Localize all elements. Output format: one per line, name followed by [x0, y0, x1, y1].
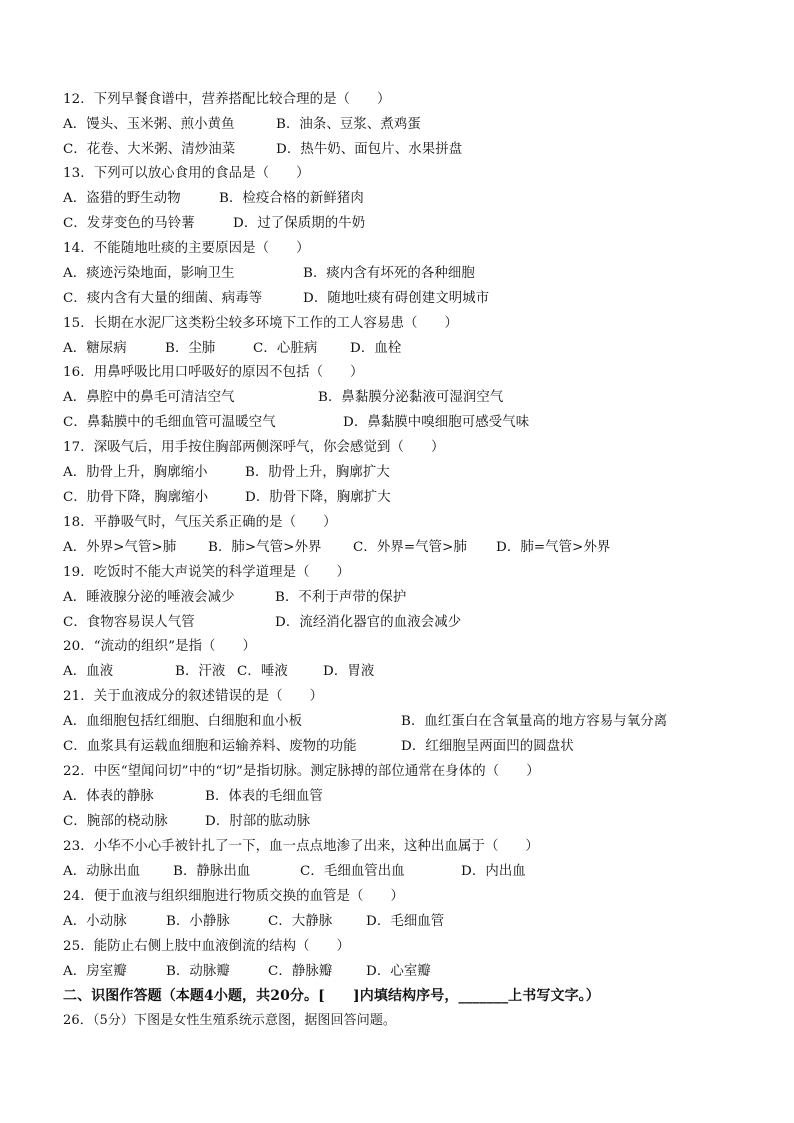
question-stem: 23．小华不小心手被针扎了一下，血一点点地渗了出来，这种出血属于（ ）	[63, 839, 539, 854]
answer-option: B．检疫合格的新鲜猪肉	[219, 191, 364, 206]
answer-option: B．静脉出血	[173, 864, 251, 879]
answer-option: C．发芽变色的马铃薯	[63, 216, 195, 231]
answer-option: D．过了保质期的牛奶	[233, 216, 366, 231]
question-stem: 19．吃饭时不能大声说笑的科学道理是（ ）	[63, 565, 351, 580]
section-heading: 二、识图作答题（本题4小题，共20分。[ ]内填结构序号，_______上书写文字。）	[63, 988, 600, 1004]
answer-option: A．房室瓣	[63, 964, 127, 979]
answer-option: B．汗液	[175, 664, 226, 679]
answer-option: A．馒头、玉米粥、煎小黄鱼	[63, 117, 235, 132]
answer-option: C．肋骨下降，胸廓缩小	[63, 490, 209, 505]
answer-option: A．肋骨上升，胸廓缩小	[63, 465, 208, 480]
question-stem: 20．“流动的组织”是指（ ）	[63, 639, 257, 654]
question-stem: 18．平静吸气时，气压关系正确的是（ ）	[63, 515, 337, 530]
question-stem: 17．深吸气后，用手按住胸部两侧深呼气，你会感觉到（ ）	[63, 440, 445, 455]
answer-option: B．肺>气管>外界	[208, 540, 322, 555]
answer-option: A．动脉出血	[63, 864, 141, 879]
answer-option: B．肋骨上升，胸廓扩大	[245, 465, 390, 480]
answer-option: C．静脉瓣	[268, 964, 333, 979]
answer-option: A．血细胞包括红细胞、白细胞和血小板	[63, 714, 303, 729]
answer-option: A．睡液腺分泌的唾液会减少	[63, 590, 235, 605]
answer-option: D．鼻黏膜中嗅细胞可感受气味	[343, 415, 530, 430]
question-stem: 22．中医“望闻问切”中的“切”是指切脉。测定脉搏的部位通常在身体的（ ）	[63, 764, 540, 779]
question-stem: 24．便于血液与组织细胞进行物质交换的血管是（ ）	[63, 889, 405, 904]
answer-option: D．毛细血管	[366, 914, 445, 929]
answer-option: D．肋骨下降，胸廓扩大	[245, 490, 391, 505]
answer-option: A．血液	[63, 664, 114, 679]
answer-option: A．糖尿病	[63, 341, 127, 356]
answer-option: C．花卷、大米粥、清炒油菜	[63, 142, 236, 157]
answer-option: C．痰内含有大量的细菌、病毒等	[63, 291, 263, 306]
question-stem: 14．不能随地吐痰的主要原因是（ ）	[63, 241, 310, 256]
answer-option: A．外界>气管>肺	[63, 540, 177, 555]
answer-option: D．内出血	[461, 864, 526, 879]
question-stem: 12．下列早餐食谱中，营养搭配比较合理的是（ ）	[63, 92, 391, 107]
answer-option: C．腕部的桡动脉	[63, 814, 168, 829]
answer-option: A．小动脉	[63, 914, 127, 929]
question-stem: 15．长期在水泥厂这类粉尘较多环境下工作的工人容易患（ ）	[63, 316, 458, 331]
answer-option: C．毛细血管出血	[300, 864, 405, 879]
answer-option: D．心室瓣	[366, 964, 431, 979]
answer-option: A．鼻腔中的鼻毛可清洁空气	[63, 390, 235, 405]
answer-option: B．小静脉	[166, 914, 230, 929]
answer-option: B．不利于声带的保护	[275, 590, 407, 605]
answer-option: B．鼻黏膜分泌黏液可湿润空气	[318, 390, 504, 405]
question-stem: 16．用鼻呼吸比用口呼吸好的原因不包括（ ）	[63, 365, 364, 380]
answer-option: D．流经消化器官的血液会减少	[275, 615, 462, 630]
answer-option: C．鼻黏膜中的毛细血管可温暖空气	[63, 415, 276, 430]
answer-option: A．痰迹污染地面，影响卫生	[63, 266, 235, 281]
answer-option: D．热牛奶、面包片、水果拼盘	[276, 142, 463, 157]
answer-option: B．尘肺	[165, 341, 216, 356]
question-stem: 21．关于血液成分的叙述错误的是（ ）	[63, 689, 324, 704]
answer-option: B．痰内含有坏死的各种细胞	[303, 266, 475, 281]
question-stem: 26．（5分）下图是女性生殖系统示意图，据图回答问题。	[63, 1013, 397, 1028]
answer-option: D．胃液	[323, 664, 375, 679]
answer-option: D．随地吐痰有碍创建文明城市	[303, 291, 490, 306]
answer-option: C．血浆具有运载血细胞和运输养料、废物的功能	[63, 739, 357, 754]
question-stem: 13．下列可以放心食用的食品是（ ）	[63, 166, 310, 181]
answer-option: B．血红蛋白在含氧量高的地方容易与氧分离	[401, 714, 668, 729]
answer-option: C．外界=气管>肺	[353, 540, 467, 555]
answer-option: B．体表的毛细血管	[205, 789, 323, 804]
answer-option: B．动脉瓣	[166, 964, 230, 979]
answer-option: C．食物容易误人气管	[63, 615, 195, 630]
question-stem: 25．能防止右侧上肢中血液倒流的结构（ ）	[63, 939, 351, 954]
answer-option: D．肘部的肱动脉	[205, 814, 311, 829]
answer-option: C．唾液	[237, 664, 288, 679]
answer-option: A．盗猎的野生动物	[63, 191, 181, 206]
answer-option: D．红细胞呈两面凹的圆盘状	[401, 739, 574, 754]
answer-option: D．肺=气管>外界	[496, 540, 611, 555]
answer-option: B．油条、豆浆、煮鸡蛋	[276, 117, 421, 132]
answer-option: D．血栓	[350, 341, 402, 356]
answer-option: A．体表的静脉	[63, 789, 154, 804]
answer-option: C．心脏病	[253, 341, 318, 356]
answer-option: C．大静脉	[268, 914, 333, 929]
